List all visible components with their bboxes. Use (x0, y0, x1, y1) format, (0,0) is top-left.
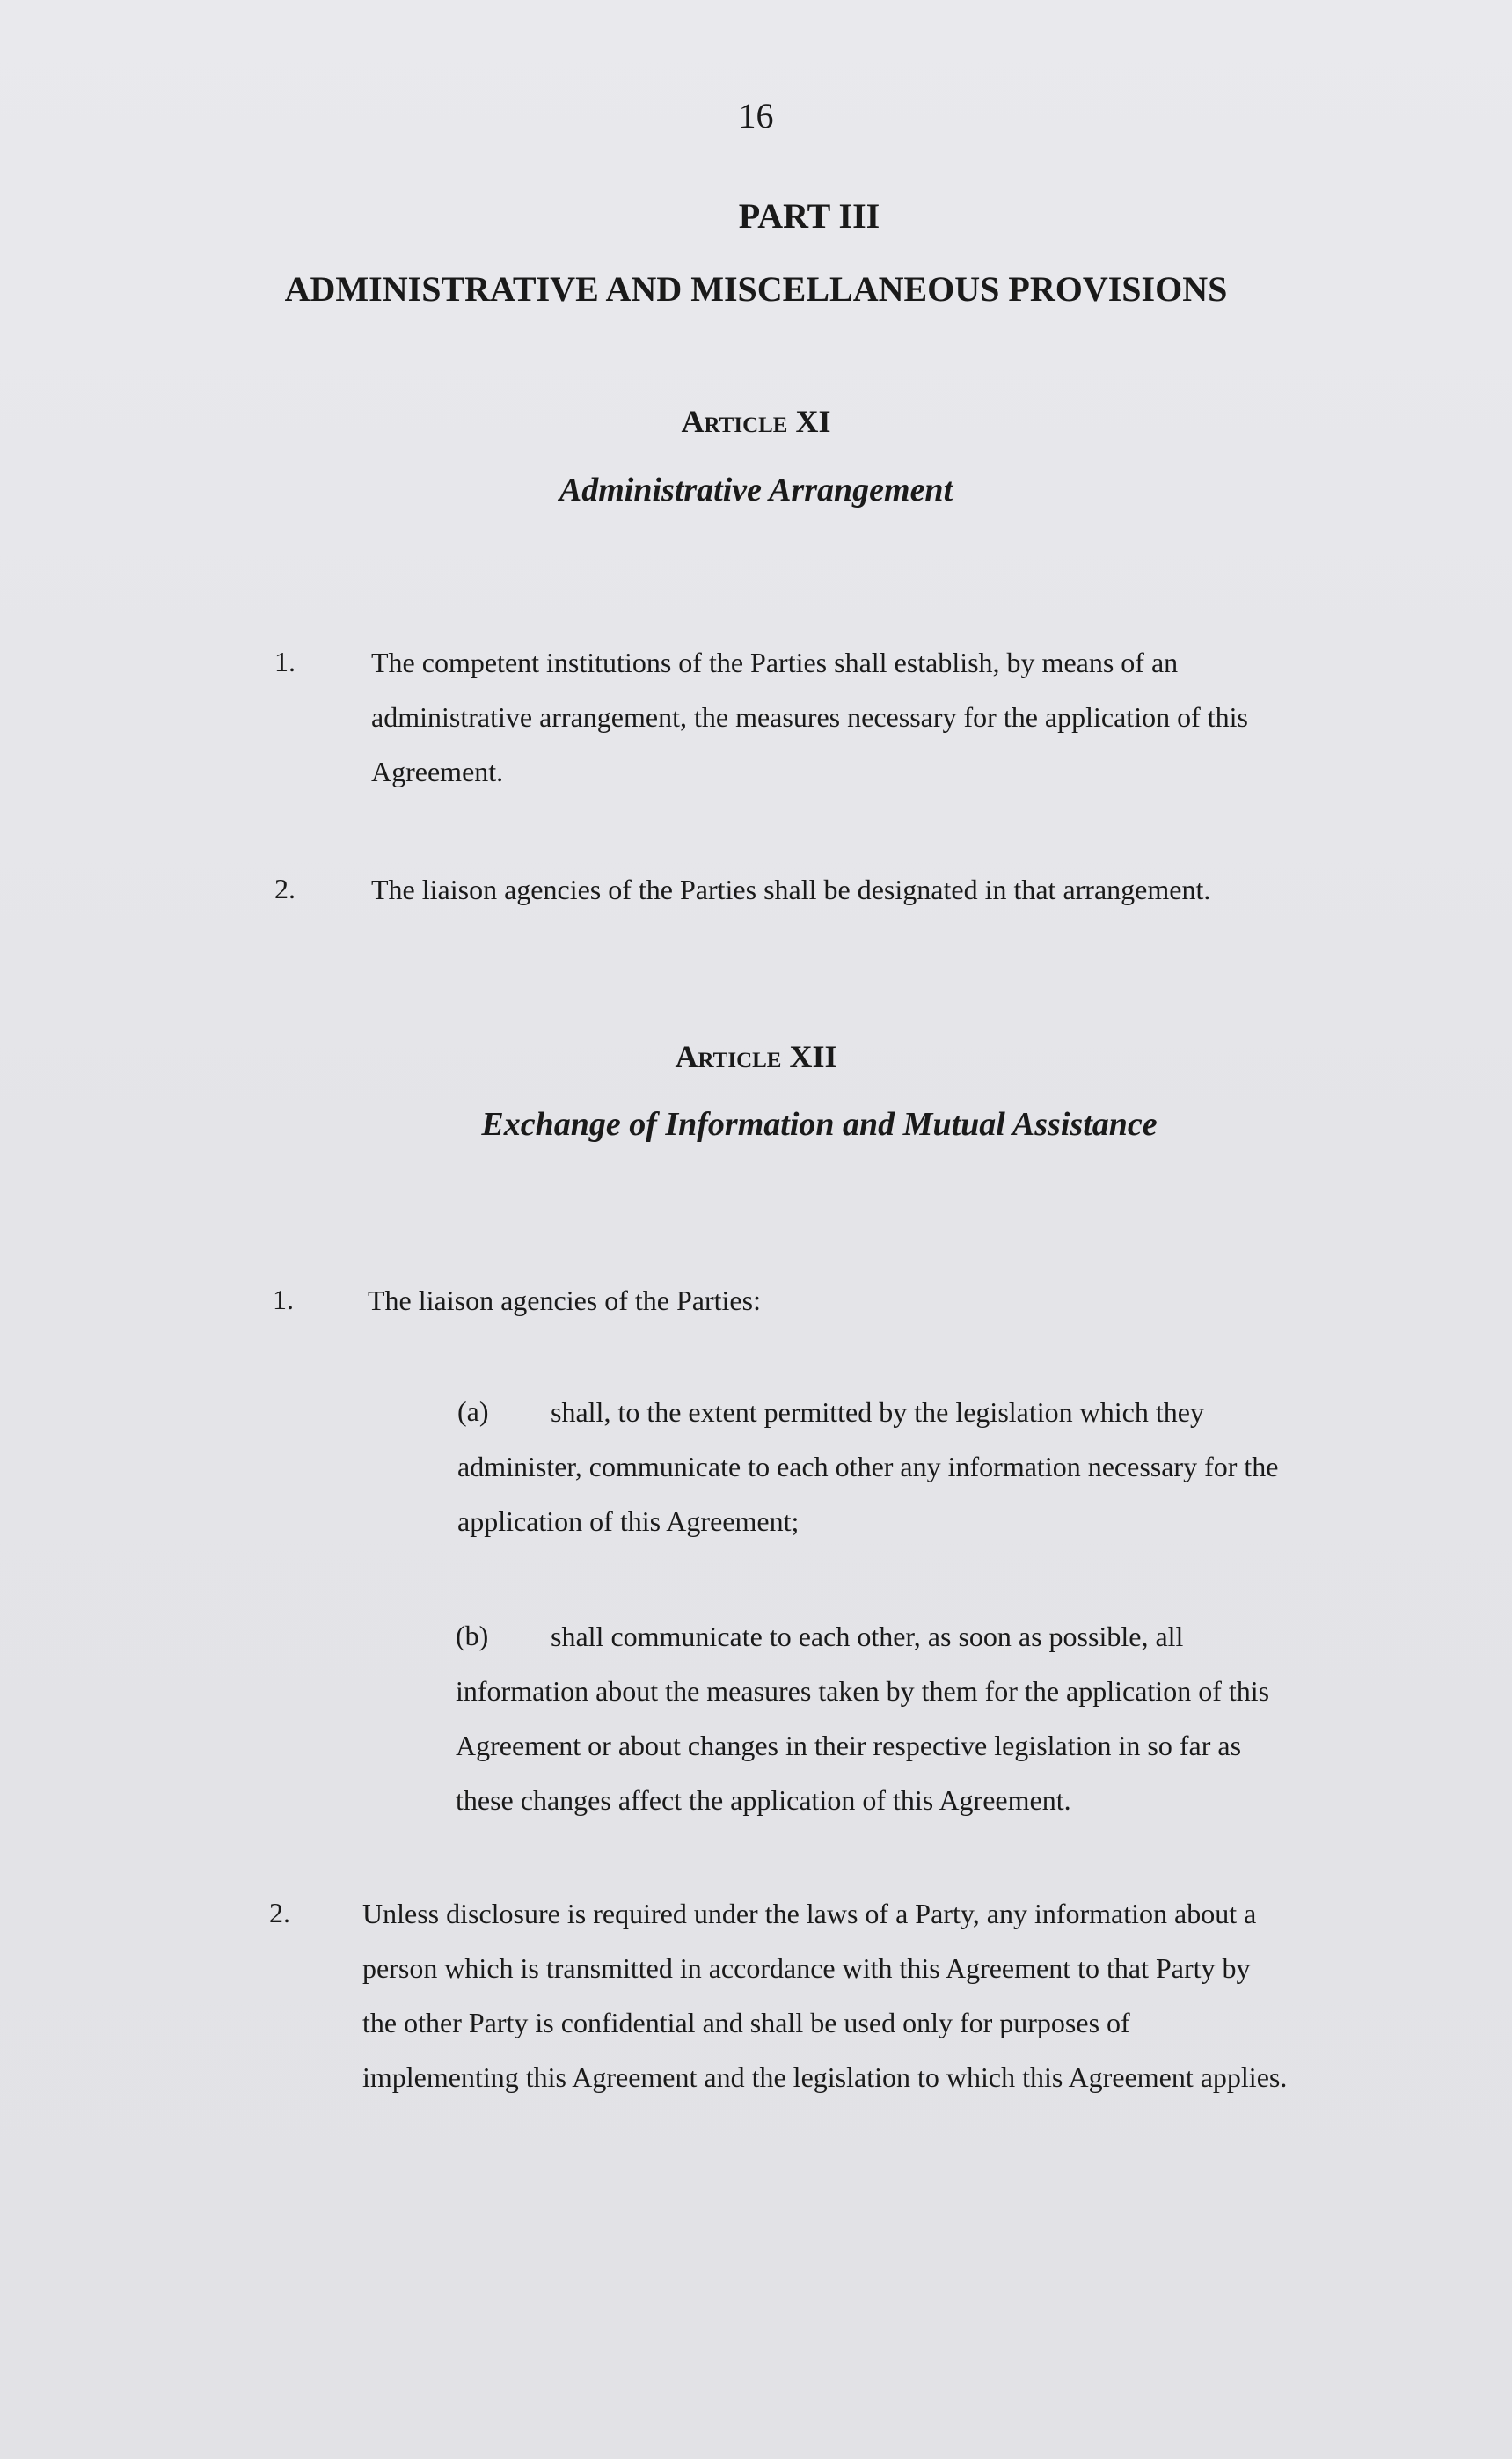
text-line: The competent institutions of the Parties shall establish, by means of an (371, 647, 1179, 678)
article-xii-heading: Exchange of Information and Mutual Assistance (481, 1106, 1158, 1143)
article-xii-para-2 (362, 1886, 1497, 2104)
text-line: The liaison agencies of the Parties: (368, 1284, 761, 1316)
text-line: person which is transmitted in accordance with this Agreement to that Party by (362, 1952, 1251, 1984)
text-line: implementing this Agreement and the legislation to which this Agreement applies. (362, 2061, 1288, 2093)
article-xi-label: Article XI (681, 404, 831, 439)
subparagraph-b-label: (b) (456, 1620, 489, 1651)
article-xi-para-2 (371, 862, 1462, 917)
article-xi-para-2-number: 2. (274, 873, 296, 904)
subparagraph-b (456, 1609, 1494, 1827)
subparagraph-a (457, 1385, 1495, 1548)
part-title: PART III (738, 196, 880, 236)
text-line: administer, communicate to each other any information necessary for the (457, 1451, 1279, 1482)
subparagraph-a-label: (a) (457, 1395, 489, 1427)
article-xi-para-1-number: 1. (274, 646, 296, 677)
text-line: Agreement or about changes in their respective legislation in so far as (456, 1730, 1242, 1761)
article-xii-para-1-number: 1. (273, 1284, 294, 1315)
text-line: Agreement. (371, 756, 504, 787)
part-subtitle: ADMINISTRATIVE AND MISCELLANEOUS PROVISIONS (284, 269, 1228, 309)
text-line: The liaison agencies of the Parties shall be designated in that arrangement. (371, 874, 1211, 905)
text-line: Unless disclosure is required under the laws of a Party, any information about a (362, 1898, 1257, 1929)
article-xii-para-1 (368, 1273, 1458, 1328)
text-line: the other Party is confidential and shall be used only for purposes of (362, 2007, 1130, 2038)
text-line: these changes affect the application of this Agreement. (456, 1784, 1071, 1816)
text-line: shall communicate to each other, as soon as possible, all (551, 1621, 1184, 1652)
text-line: shall, to the extent permitted by the legislation which they (551, 1396, 1204, 1428)
article-xii-label: Article XII (675, 1039, 837, 1074)
article-xi-heading: Administrative Arrangement (559, 472, 953, 509)
article-xii-para-2-number: 2. (269, 1897, 290, 1928)
text-line: application of this Agreement; (457, 1505, 800, 1537)
text-line: administrative arrangement, the measures necessary for the application of this (371, 701, 1248, 733)
article-xi-para-1 (371, 635, 1462, 799)
page-number: 16 (738, 96, 774, 135)
text-line: information about the measures taken by them for the application of this (456, 1675, 1270, 1707)
